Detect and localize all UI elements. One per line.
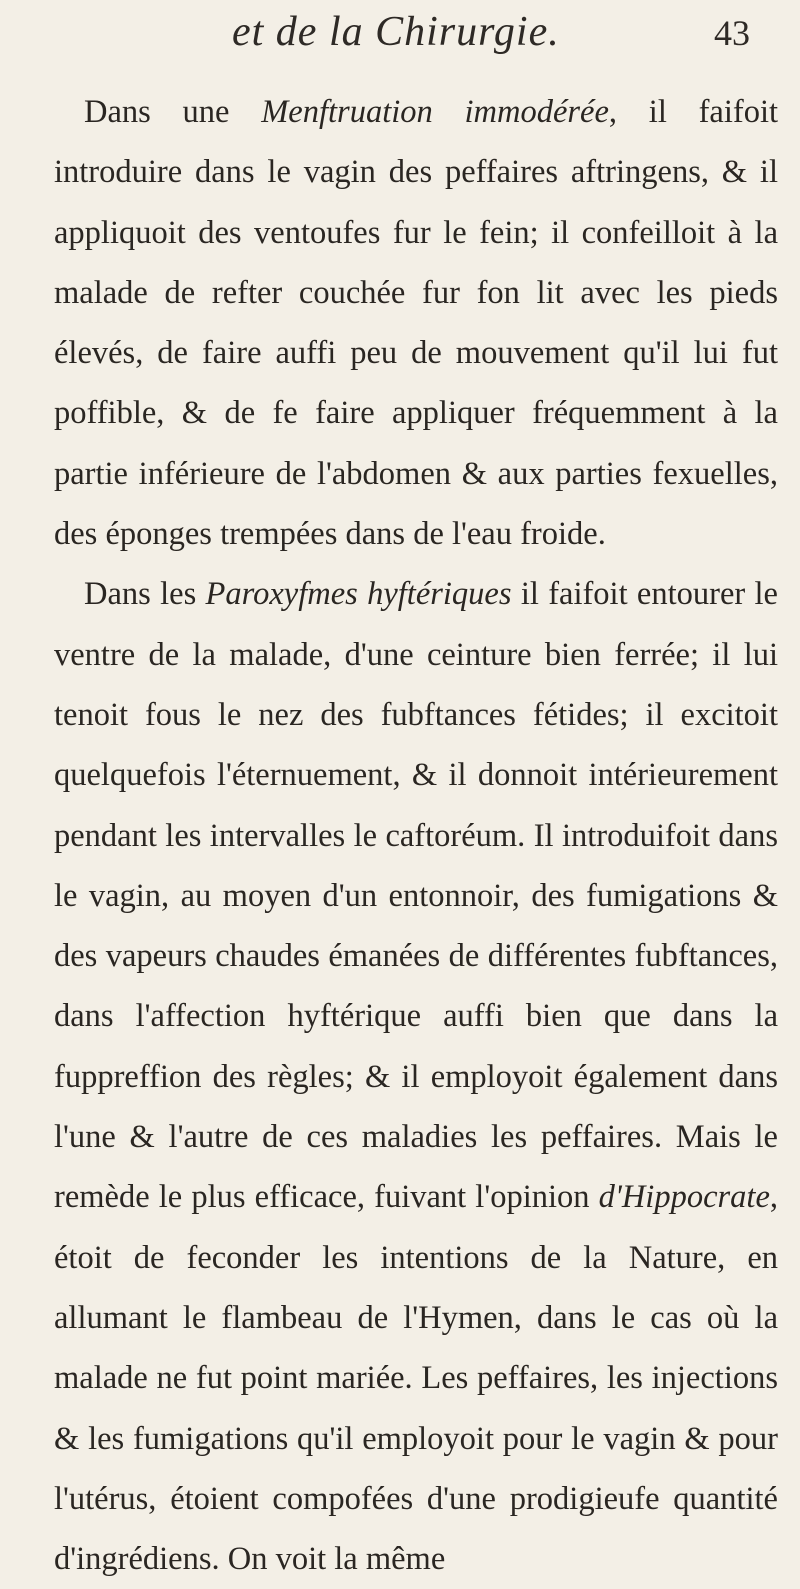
paragraph-paroxysmes (54, 564, 778, 1589)
body-text (54, 82, 778, 1589)
running-head (54, 0, 778, 82)
running-title: et de la Chirurgie. (232, 9, 560, 55)
italic-term-paroxysmes: Paroxyfmes hyftériques (205, 576, 512, 613)
text-segment: , il faifoit introduire dans le vagin des peffaires aftringens, & il appliquoit des ventoufes fur le fein; il confeilloit à la malade de refter couchée fur fon lit avec les pieds élevés, de faire auffi peu de mouvement qu'il lui fut poffible, & de fe faire appliquer fréquemment à la partie inférieure de l'abdomen & aux parties fexuelles, des éponges trempées dans de l'eau froide. (54, 94, 779, 553)
page-number: 43 (714, 13, 750, 53)
text-segment: , étoit de feconder les intentions de la Nature, en allumant le flambeau de l'Hymen, dans le cas où la malade ne fut point mariée. Les peffaires, les injections & les fumigations qu'il employoit pour le vagin & pour l'utérus, étoient compofées d'une prodigieufe quantité d'ingrédiens. On voit la même (54, 1179, 778, 1578)
paragraph-menstruation (54, 82, 778, 564)
text-segment: Dans une (84, 94, 262, 130)
italic-term-menstruation: Menftruation immodérée (261, 94, 609, 130)
text-segment: il faifoit entourer le ventre de la malade, d'une ceinture bien ferrée; il lui tenoit fous le nez des fubftances fétides; il excitoit quelquefois l'éternuement, & il donnoit intérieurement pendant les intervalles le caftoréum. Il introduifoit dans le vagin, au moyen d'un entonnoir, des fumigations & des vapeurs chaudes émanées de différentes fubftances, dans l'affection hyftérique auffi bien que dans la fuppreffion des règles; & il employoit également dans l'une & l'autre de ces maladies les peffaires. Mais le remède le plus efficace, fuivant l'opinion (54, 576, 778, 1216)
italic-name-hippocrate: d'Hippocrate (598, 1179, 770, 1216)
text-segment: Dans les (84, 576, 206, 613)
